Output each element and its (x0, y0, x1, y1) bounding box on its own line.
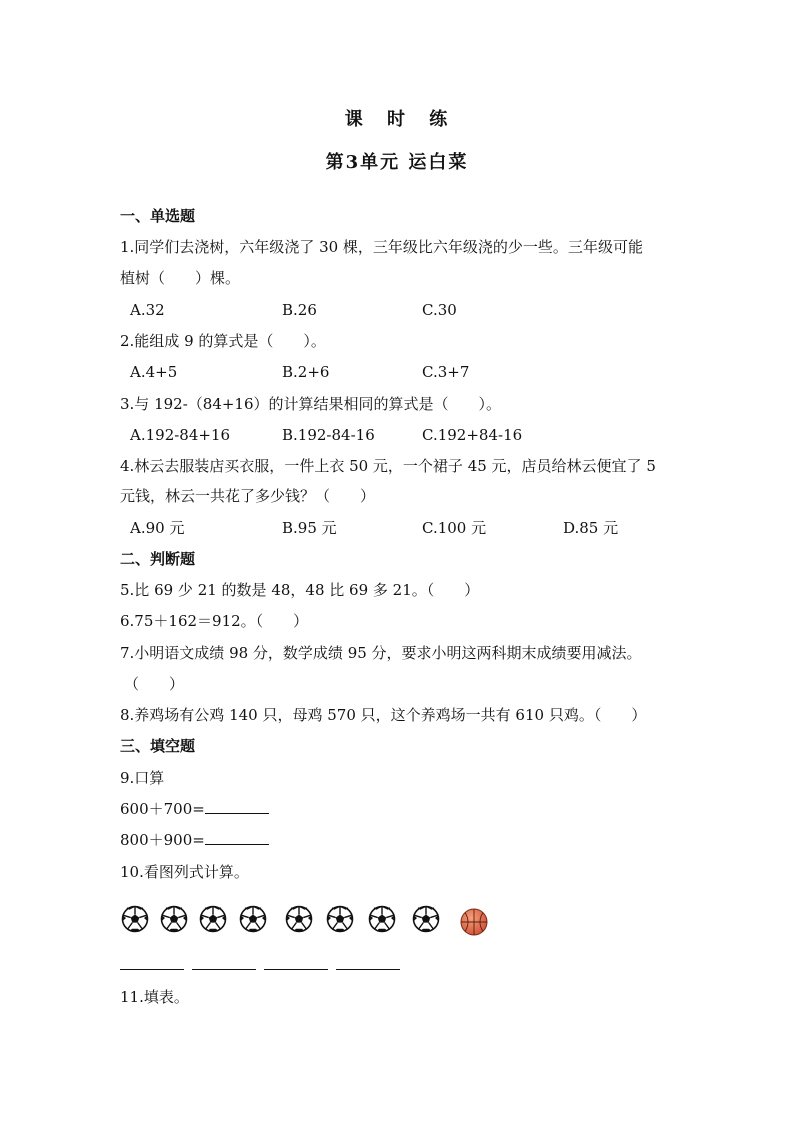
soccer-ball-icon (326, 905, 354, 933)
q1-option-c[interactable]: C.30 (422, 301, 457, 319)
page-title: 课 时 练 (344, 109, 450, 130)
q9-answer-blank-2[interactable] (205, 830, 269, 845)
soccer-ball-icon (160, 905, 188, 933)
q2-option-a[interactable]: A.4+5 (130, 363, 178, 381)
q9-expression-1 (120, 799, 269, 819)
q4-option-c[interactable]: C.100 元 (422, 519, 487, 537)
question-9: 9.口算 (120, 769, 165, 787)
question-4-line-1: 4.林云去服装店买衣服，一件上衣 50 元，一个裙子 45 元，店员给林云便宜了 5 (120, 457, 656, 475)
section-heading-fill-blank: 三、填空题 (120, 737, 196, 755)
q9-expr-1-text: 600＋700= (120, 800, 205, 818)
q2-option-b[interactable]: B.2+6 (282, 363, 330, 381)
soccer-ball-icon (412, 905, 440, 933)
q10-answer-blank-3[interactable] (264, 969, 328, 970)
question-5: 5.比 69 少 21 的数是 48，48 比 69 多 21。（ ） (120, 581, 480, 599)
question-2: 2.能组成 9 的算式是（ ）。 (120, 332, 326, 350)
section-heading-true-false: 二、判断题 (120, 550, 196, 568)
question-1-line-2: 植树（ ）棵。 (120, 269, 241, 287)
q2-option-c[interactable]: C.3+7 (422, 363, 470, 381)
question-7-line-2: （ ） (124, 675, 185, 693)
soccer-ball-icon (199, 905, 227, 933)
question-10: 10.看图列式计算。 (120, 863, 249, 881)
q10-answer-blank-2[interactable] (192, 969, 256, 970)
soccer-ball-icon (121, 905, 149, 933)
question-7-line-1: 7.小明语文成绩 98 分，数学成绩 95 分，要求小明这两科期末成绩要用减法。 (120, 644, 642, 662)
q1-option-a[interactable]: A.32 (130, 301, 165, 319)
soccer-ball-icon (239, 905, 267, 933)
q3-option-b[interactable]: B.192-84-16 (282, 426, 375, 444)
q1-option-b[interactable]: B.26 (282, 301, 317, 319)
q9-answer-blank-1[interactable] (205, 799, 269, 814)
q10-answer-blank-1[interactable] (120, 969, 184, 970)
q4-option-d[interactable]: D.85 元 (563, 519, 619, 537)
basketball-icon (460, 908, 488, 936)
unit-title: 第3单元 运白菜 (325, 152, 469, 173)
q9-expression-2 (120, 830, 269, 850)
soccer-ball-icon (285, 905, 313, 933)
q9-expr-2-text: 800＋900= (120, 831, 205, 849)
q3-option-c[interactable]: C.192+84-16 (422, 426, 523, 444)
question-6: 6.75＋162＝912。（ ） (120, 612, 309, 630)
question-8: 8.养鸡场有公鸡 140 只，母鸡 570 只，这个养鸡场一共有 610 只鸡。（ ） (120, 706, 647, 724)
q4-option-b[interactable]: B.95 元 (282, 519, 337, 537)
q10-answer-blank-4[interactable] (336, 969, 400, 970)
soccer-ball-icon (368, 905, 396, 933)
section-heading-single-choice: 一、单选题 (120, 207, 196, 225)
question-11: 11.填表。 (120, 988, 189, 1006)
question-3: 3.与 192-（84+16）的计算结果相同的算式是（ ）。 (120, 395, 502, 413)
q4-option-a[interactable]: A.90 元 (130, 519, 185, 537)
question-1-line-1: 1.同学们去浇树，六年级浇了 30 棵，三年级比六年级浇的少一些。三年级可能 (120, 238, 643, 256)
question-4-line-2: 元钱，林云一共花了多少钱？（ ） (120, 487, 376, 505)
q3-option-a[interactable]: A.192-84+16 (130, 426, 231, 444)
